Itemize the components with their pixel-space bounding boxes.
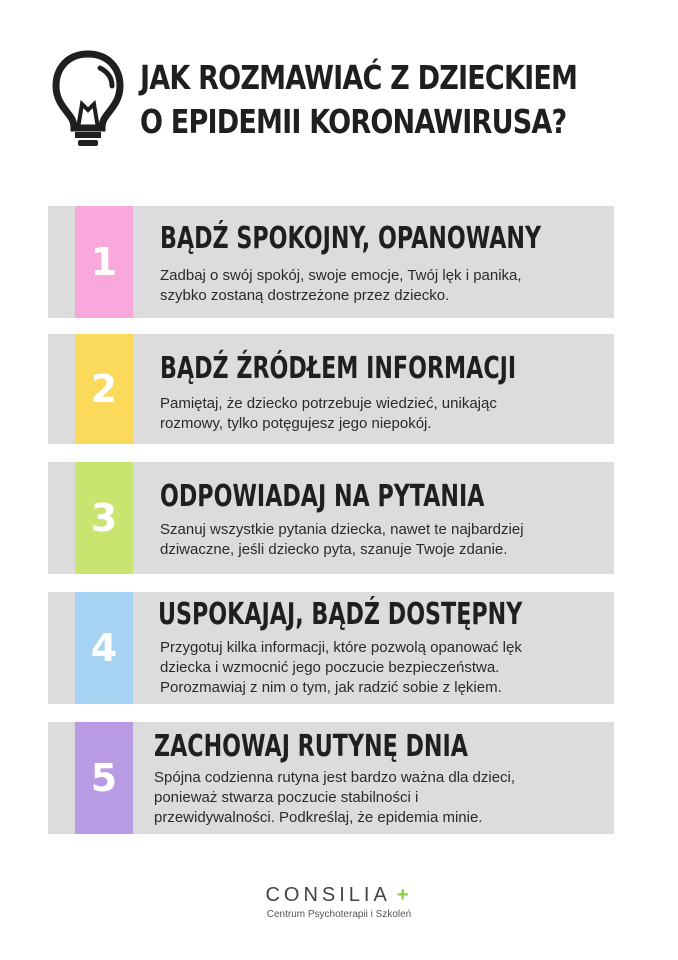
- step-line: dziwaczne, jeśli dziecko pyta, szanuje Twoje zdanie.: [160, 541, 508, 558]
- lightbulb-icon: [48, 48, 128, 148]
- step-line: ponieważ stwarza poczucie stabilności i: [154, 789, 419, 806]
- step-card-3: [48, 462, 614, 574]
- step-number-5: 5: [75, 722, 133, 834]
- step-line: Szanuj wszystkie pytania dziecka, nawet te najbardziej: [160, 521, 524, 538]
- logo-subtitle: Centrum Psychoterapii i Szkoleń: [266, 909, 412, 920]
- step-heading-3: ODPOWIADAJ NA PYTANIA: [160, 479, 485, 514]
- step-line: Zadbaj o swój spokój, swoje emocje, Twój lęk i panika,: [160, 267, 522, 284]
- step-line: Spójna codzienna rutyna jest bardzo ważna dla dzieci,: [154, 769, 516, 786]
- step-body-5: [154, 768, 594, 828]
- step-heading-1: BĄDŹ SPOKOJNY, OPANOWANY: [160, 221, 542, 256]
- step-number-3: 3: [75, 462, 133, 574]
- step-line: dziecka i wzmocnić jego poczucie bezpieczeństwa.: [160, 659, 500, 676]
- header: [48, 48, 648, 168]
- step-number-1: 1: [75, 206, 133, 318]
- step-number-2: 2: [75, 334, 133, 444]
- step-body-1: [160, 266, 600, 306]
- step-card-1: [48, 206, 614, 318]
- step-line: przewidywalności. Podkreślaj, że epidemia minie.: [154, 809, 483, 826]
- title-line-1: JAK ROZMAWIAĆ Z DZIECKIEM: [140, 58, 578, 97]
- step-number-4: 4: [75, 592, 133, 704]
- step-line: szybko zostaną dostrzeżone przez dziecko.: [160, 287, 450, 304]
- step-heading-5: ZACHOWAJ RUTYNĘ DNIA: [154, 729, 468, 764]
- step-body-3: [160, 520, 600, 560]
- page-title: [140, 56, 578, 144]
- logo-plus: +: [396, 884, 413, 906]
- step-line: Przygotuj kilka informacji, które pozwolą opanować lęk: [160, 639, 522, 656]
- consilia-logo: [0, 884, 678, 920]
- step-heading-4: USPOKAJAJ, BĄDŹ DOSTĘPNY: [158, 597, 523, 632]
- step-body-4: [160, 638, 600, 698]
- logo-name: CONSILIA: [265, 884, 391, 906]
- step-line: Porozmawiaj z nim o tym, jak radzić sobie z lękiem.: [160, 679, 502, 696]
- step-card-5: [48, 722, 614, 834]
- step-card-4: [48, 592, 614, 704]
- step-line: rozmowy, tylko potęgujesz jego niepokój.: [160, 415, 432, 432]
- title-line-2: O EPIDEMII KORONAWIRUSA?: [140, 102, 567, 141]
- step-line: Pamiętaj, że dziecko potrzebuje wiedzieć, unikając: [160, 395, 497, 412]
- step-body-2: [160, 394, 600, 434]
- logo-wordmark: [0, 884, 678, 907]
- step-card-2: [48, 334, 614, 444]
- step-heading-2: BĄDŹ ŹRÓDŁEM INFORMACJI: [160, 351, 517, 386]
